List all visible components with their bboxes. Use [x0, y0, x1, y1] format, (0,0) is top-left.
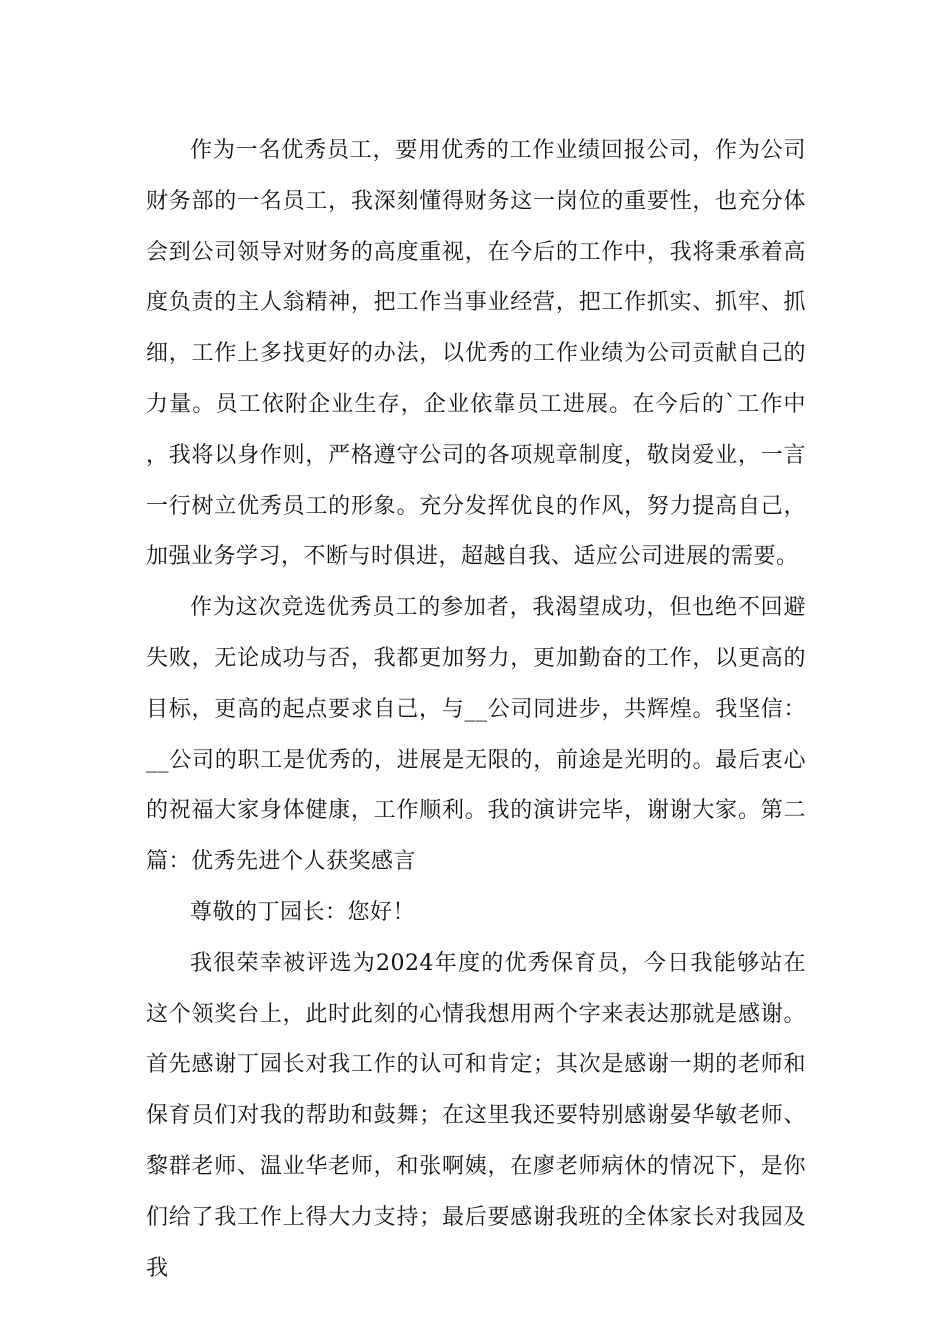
document-body	[146, 126, 806, 1294]
paragraph-3-salutation: 尊敬的丁园长：您好！	[190, 899, 416, 925]
paragraph-4: 我很荣幸被评选为2024年度的优秀保育员，今日我能够站在这个领奖台上，此时此刻的心情我想用两个字来表达那就是感谢。首先感谢丁园长对我工作的认可和肯定；其次是感谢一期的老师和保育员们对我的帮助和鼓舞；在这里我还要特别感谢晏华敏老师、黎群老师、温业华老师，和张啊姨，在廖老师病休的情况下，是你们给了我工作上得大力支持；最后要感谢我班的全体家长对我园及我	[146, 950, 806, 1281]
paragraph-1: 作为一名优秀员工，要用优秀的工作业绩回报公司，作为公司财务部的一名员工，我深刻懂得财务这一岗位的重要性，也充分体会到公司领导对财务的高度重视，在今后的工作中，我将秉承着高度负责的主人翁精神，把工作当事业经营，把工作抓实、抓牢、抓细，工作上多找更好的办法，以优秀的工作业绩为公司贡献自己的力量。员工依附企业生存，企业依靠员工进展。在今后的`工作中，我将以身作则，严格遵守公司的各项规章制度，敬岗爱业，一言一行树立优秀员工的形象。充分发挥优良的作风，努力提高自己，加强业务学习，不断与时俱进，超越自我、适应公司进展的需要。	[146, 138, 806, 570]
paragraph-2: 作为这次竞选优秀员工的参加者，我渴望成功，但也绝不回避失败，无论成功与否，我都更加努力，更加勤奋的工作，以更高的目标，更高的起点要求自己，与__公司同进步，共辉煌。我坚信：__公司的职工是优秀的，进展是无限的，前途是光明的。最后衷心的祝福大家身体健康，工作顺利。我的演讲完毕，谢谢大家。第二篇：优秀先进个人获奖感言	[146, 595, 806, 875]
